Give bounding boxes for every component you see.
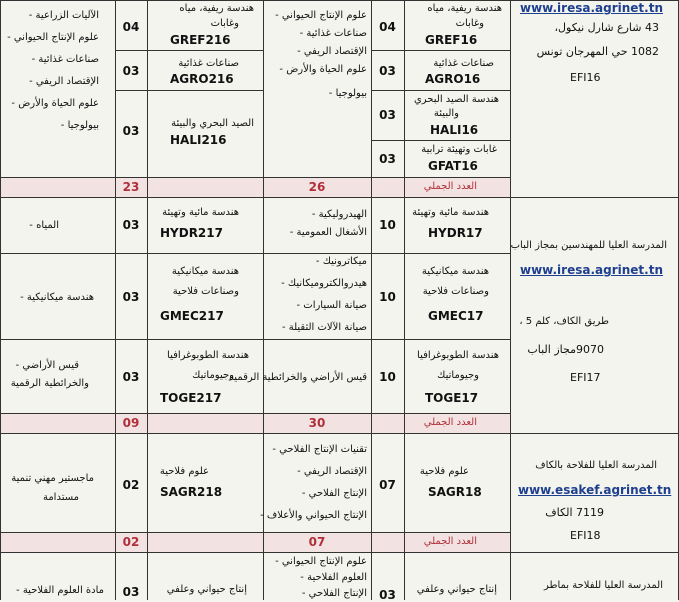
master-program-name: هندسة ريفية، مياه [179,3,254,14]
master-program-name: علوم فلاحية [159,466,209,477]
bac-spec-item: الإنتاج الفلاحي - [301,488,367,499]
grid-line [0,413,510,414]
master-program-name: وجيوماتيك [192,370,234,381]
bac-spec-item: الإقتصاد الريفي - [297,466,367,477]
total-engineer: 07 [308,535,326,549]
master-spec-item: الإقتصاد الريفي - [29,76,99,87]
master-spec-item: والخرائطية الرقمية [10,378,89,389]
grid-line [115,50,263,51]
engineer-count: 04 [379,20,396,34]
engineer-count: 10 [379,370,396,384]
engineer-program-name: هندسة مائية وتهيئة [412,207,489,218]
bac-spec-item: علوم الإنتاج الحيواني - [275,556,367,567]
grid-line [371,140,510,141]
total-master: 23 [122,180,140,194]
master-program-code: TOGE217 [160,391,222,405]
master-spec-item: مستدامة [42,492,79,503]
bac-spec-item: الأشغال العمومية - [289,227,367,238]
bac-spec-item: الإنتاج الحيواني والأعلاف - [260,510,367,521]
total-label: العدد الجملي [423,181,477,192]
master-program-code: HALI216 [170,133,227,147]
engineer-program-name: وجيوماتيك [437,370,479,381]
master-program-code: AGRO216 [170,72,234,86]
master-count: 03 [122,124,140,138]
school-name: المدرسة العليا للمهندسين بمجاز الباب [510,240,667,251]
engineer-program-name: هندسة الطوبوغرافيا [417,350,499,361]
engineer-count: 03 [379,152,396,166]
master-program-code: SAGR218 [160,485,223,499]
engineer-program-code: HYDR17 [428,226,483,240]
engineer-count: 03 [379,588,396,602]
school-address: 9070مجاز الباب [527,343,604,356]
master-count: 03 [122,370,140,384]
master-program-name: وصناعات فلاحية [172,286,239,297]
bac-spec-item: صيانة السيارات - [296,300,367,311]
master-spec-item: بيولوجيا - [60,120,99,131]
bac-spec-item: هيدروالكتروميكانيك - [281,278,367,289]
school-address: 7119 الكاف [545,506,604,519]
engineer-program-name: إنتاج حيواني وعلفي [416,584,497,595]
grid-line [0,552,679,553]
bac-spec-item: علوم الحياة والأرض - [279,64,367,75]
master-spec-item: هندسة ميكانيكية - [20,292,94,303]
grid-line [0,433,679,434]
master-spec-item: علوم الإنتاج الحيواني - [7,32,99,43]
master-count: 03 [122,290,140,304]
bac-spec-item: العلوم الفلاحية - [300,572,367,583]
master-program-name: هندسة ميكانيكية [171,266,239,277]
engineer-program-name: غابات وتهيئة ترابية [421,144,497,155]
grid-line [0,253,510,254]
master-count: 04 [122,20,140,34]
master-program-code: GMEC217 [160,309,224,323]
master-spec-item: قيس الأراضي - [15,360,79,371]
school-website-link[interactable]: www.esakef.agrinet.tn [518,483,672,497]
engineer-count: 03 [379,108,396,122]
engineer-program-code: SAGR18 [428,485,482,499]
engineer-program-code: GFAT16 [428,159,478,173]
school-website-link[interactable]: www.iresa.agrinet.tn [520,263,663,277]
school-code: EFI18 [570,529,601,542]
total-engineer: 30 [308,416,326,430]
master-program-name: إنتاج حيواني وعلفي [166,584,247,595]
master-spec-item: صناعات غذائية - [31,54,99,65]
engineer-program-name: وغابات [455,18,484,29]
bac-spec-item: ميكاترونيك - [315,256,367,267]
engineer-count: 10 [379,290,396,304]
master-program-code: HYDR217 [160,226,223,240]
master-spec-item: ماجستير مهني تنمية [11,473,94,484]
master-program-code: GREF216 [170,33,231,47]
bac-spec-item: صيانة الآلات الثقيلة - [281,322,367,333]
bac-spec-item: علوم الإنتاج الحيواني - [275,10,367,21]
grid-line [371,90,510,91]
engineer-program-name: هندسة ريفية، مياه [427,3,502,14]
bac-spec-item: الإقتصاد الريفي - [297,46,367,57]
school-website-link[interactable]: www.iresa.agrinet.tn [520,1,663,15]
master-program-name: صناعات غذائية [178,58,239,69]
total-label: العدد الجملي [423,536,477,547]
master-count: 03 [122,218,140,232]
grid-line [0,177,510,178]
school-code: EFI17 [570,371,601,384]
grid-line [0,339,510,340]
grid-line [510,0,511,600]
engineer-count: 07 [379,478,396,492]
master-program-name: الصيد البحري والبيئة [171,118,254,129]
grid-line [0,532,510,533]
bac-spec-item: الهيدروليكية - [311,209,367,220]
engineer-program-name: هندسة الصيد البحري [413,94,499,105]
grid-line [371,50,510,51]
bac-spec-item: تقنيات الإنتاج الفلاحي - [272,444,367,455]
engineer-program-name: والبيئة [433,108,459,119]
master-spec-item: علوم الحياة والأرض - [11,98,99,109]
engineer-program-code: GMEC17 [428,309,484,323]
engineer-program-name: علوم فلاحية [419,466,469,477]
school-address: طريق الكاف، كلم 5 ، [519,316,609,327]
total-master: 09 [122,416,140,430]
total-label: العدد الجملي [423,417,477,428]
engineer-count: 10 [379,218,396,232]
total-engineer: 26 [308,180,326,194]
school-address: 1082 حي المهرجان تونس [536,45,659,58]
school-name: المدرسة العليا للفلاحة بماطر [544,580,663,591]
master-program-name: هندسة الطوبوغرافيا [167,350,249,361]
bac-spec-item: بيولوجيا - [328,88,367,99]
master-program-name: وغابات [210,18,239,29]
engineer-program-code: GREF16 [425,33,478,47]
grid-line [0,0,1,600]
master-count: 03 [122,64,140,78]
master-count: 02 [122,478,140,492]
school-address: 43 شارع شارل نيكول، [554,21,659,34]
engineer-program-code: HALI16 [430,123,479,137]
bac-spec-item: قيس الأراضي والخرائطية الرقمية - [222,372,367,383]
master-spec-item: الآليات الزراعية - [28,10,99,21]
engineer-count: 03 [379,64,396,78]
bac-spec-item: الإنتاج الفلاحي - [301,588,367,599]
master-program-name: هندسة مائية وتهيئة [162,207,239,218]
grid-line [0,197,679,198]
master-count: 03 [122,585,140,599]
school-code: EFI16 [570,71,601,84]
bac-spec-item: صناعات غذائية - [299,28,367,39]
engineer-program-code: TOGE17 [425,391,479,405]
grid-line [115,90,263,91]
school-name: المدرسة العليا للفلاحة بالكاف [535,460,657,471]
master-spec-item: مادة العلوم الفلاحية - [16,585,104,596]
engineer-program-name: هندسة ميكانيكية [421,266,489,277]
engineer-program-name: صناعات غذائية [433,58,494,69]
engineer-program-name: وصناعات فلاحية [422,286,489,297]
master-spec-item: المياه - [29,220,59,231]
total-master: 02 [122,535,140,549]
engineer-program-code: AGRO16 [425,72,481,86]
